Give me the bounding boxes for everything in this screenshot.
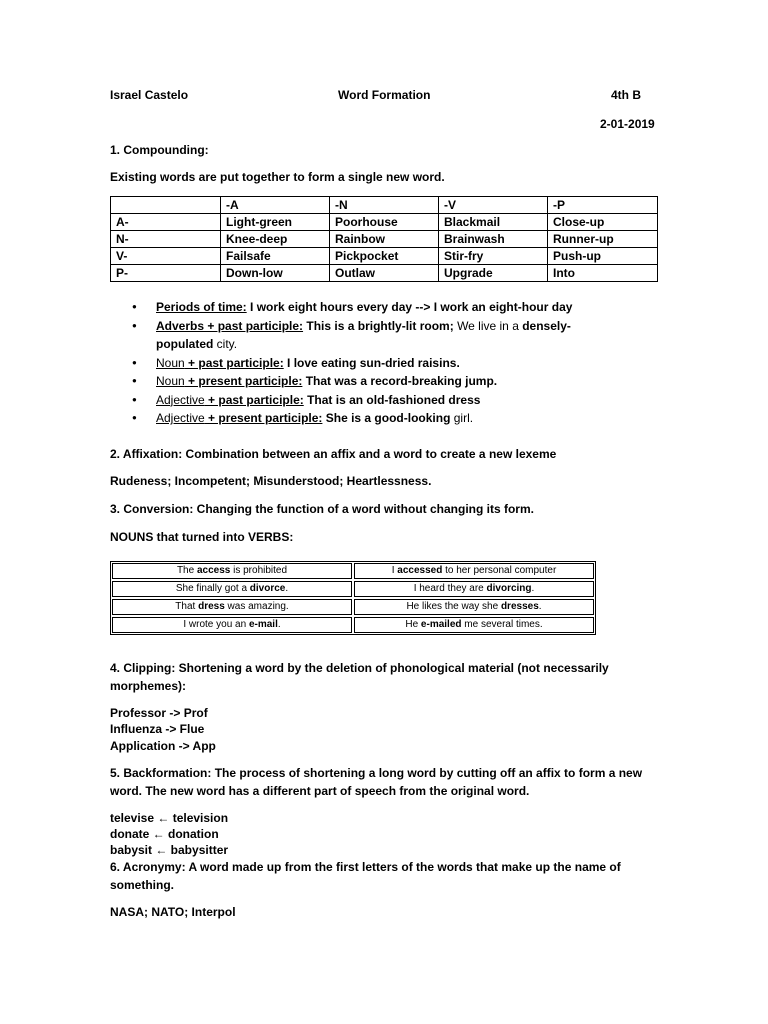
- cell-text: That: [175, 601, 199, 612]
- bullet-label: + past participle:: [184, 355, 284, 370]
- bullet-label: Adjective: [156, 392, 205, 407]
- cell-keyword: dress: [198, 601, 225, 612]
- table-cell: Failsafe: [221, 248, 330, 265]
- grade-label: 4th B: [611, 88, 641, 102]
- list-item: [110, 354, 590, 373]
- bullet-text: That is an old-fashioned dress: [303, 392, 481, 407]
- list-item: [110, 298, 590, 317]
- table-cell: -A: [221, 197, 330, 214]
- table-cell: Blackmail: [439, 214, 548, 231]
- bullet-label: + present participle:: [184, 374, 303, 388]
- table-cell: Outlaw: [330, 265, 439, 282]
- cell-text: is prohibited: [230, 565, 288, 576]
- table-row: [111, 214, 658, 231]
- cell-keyword: accessed: [397, 565, 443, 576]
- section-clipping-heading-line2: morphemes):: [110, 679, 187, 693]
- cell-text: I wrote you an: [183, 619, 249, 630]
- backformation-example: babysit ← babysitter: [110, 843, 229, 857]
- backformation-example: televise ← television: [110, 811, 229, 825]
- cell-text: .: [531, 583, 535, 594]
- table-cell: Stir-fry: [439, 248, 548, 265]
- table-row: [111, 598, 595, 616]
- section-compounding-heading: 1. Compounding:: [110, 143, 209, 157]
- compounding-bullet-list: [110, 298, 590, 428]
- cell-keyword: access: [196, 565, 231, 576]
- cell-keyword: divorcing: [486, 583, 532, 594]
- table-cell-noun: [112, 599, 352, 615]
- section-clipping-heading-line1: 4. Clipping: Shortening a word by the deletion of phonological material (not necessarily: [110, 661, 609, 675]
- author-name: Israel Castelo: [110, 88, 189, 102]
- bullet-text: densely-populated: [156, 318, 571, 351]
- clipping-example: Professor -> Prof: [110, 706, 208, 720]
- table-cell: N-: [111, 231, 221, 248]
- bullet-label: + past participle:: [204, 392, 304, 407]
- section-compounding-desc: Existing words are put together to form a single new word.: [110, 170, 445, 184]
- cell-text: .: [538, 601, 542, 612]
- table-cell-verb: [354, 581, 594, 597]
- bullet-label: Noun: [156, 355, 185, 370]
- bullet-text: city.: [213, 337, 238, 351]
- table-cell-verb: [354, 617, 594, 633]
- table-cell-noun: [112, 581, 352, 597]
- table-cell: Knee-deep: [221, 231, 330, 248]
- section-acronymy-heading-line1: 6. Acronymy: A word made up from the first letters of the words that make up the name of: [110, 860, 621, 874]
- table-cell: Down-low: [221, 265, 330, 282]
- bullet-text: We live in a: [457, 318, 523, 333]
- cell-text: me several times.: [461, 619, 543, 630]
- table-header-row: [111, 197, 658, 214]
- section-conversion-heading: 3. Conversion: Changing the function of a word without changing its form.: [110, 502, 534, 516]
- cell-keyword: e-mail: [248, 619, 278, 630]
- bullet-text: raisins.: [414, 355, 460, 370]
- bullet-label: Adverbs + past participle:: [156, 318, 304, 333]
- bullet-label: Noun: [156, 374, 185, 388]
- cell-text: He: [405, 619, 421, 630]
- table-cell: P-: [111, 265, 221, 282]
- table-cell: -N: [330, 197, 439, 214]
- document-date: 2-01-2019: [600, 117, 655, 131]
- list-item: [110, 409, 590, 428]
- table-cell: Brainwash: [439, 231, 548, 248]
- bullet-label: Adjective: [156, 411, 205, 425]
- table-row: [111, 616, 595, 634]
- compounding-table: [110, 196, 658, 282]
- table-row: [111, 231, 658, 248]
- table-cell: Pickpocket: [330, 248, 439, 265]
- backformation-example: donate ← donation: [110, 827, 219, 841]
- table-row: [111, 265, 658, 282]
- table-row: [111, 580, 595, 598]
- cell-text: I heard they are: [413, 583, 487, 594]
- bullet-text: sun-dried: [359, 355, 415, 370]
- cell-text: I: [391, 565, 398, 576]
- bullet-text: I work eight hours every day --> I work an eight-hour day: [246, 300, 573, 314]
- table-cell: A-: [111, 214, 221, 231]
- table-cell: Runner-up: [548, 231, 658, 248]
- table-row: [111, 562, 595, 580]
- acronymy-examples: NASA; NATO; Interpol: [110, 905, 236, 919]
- section-conversion-sub: NOUNS that turned into VERBS:: [110, 530, 294, 544]
- table-cell-noun: [112, 563, 352, 579]
- table-cell: V-: [111, 248, 221, 265]
- table-cell: Upgrade: [439, 265, 548, 282]
- cell-text: The: [176, 565, 197, 576]
- table-cell-verb: [354, 563, 594, 579]
- section-affixation-heading: 2. Affixation: Combination between an affix and a word to create a new lexeme: [110, 447, 557, 461]
- cell-keyword: divorce: [249, 583, 286, 594]
- bullet-text: This is a brightly-lit room;: [303, 318, 458, 333]
- bullet-text: girl.: [453, 411, 474, 425]
- cell-keyword: dresses: [500, 601, 539, 612]
- cell-text: He likes the way she: [406, 601, 501, 612]
- conversion-table: [110, 561, 596, 635]
- list-item: [110, 391, 590, 410]
- table-cell: -V: [439, 197, 548, 214]
- bullet-label: Periods of time:: [156, 300, 247, 314]
- section-backformation-heading-line2: word. The new word has a different part of speech from the original word.: [110, 784, 530, 798]
- section-backformation-heading-line1: 5. Backformation: The process of shortening a long word by cutting off an affix to form a new: [110, 766, 643, 780]
- document-title: Word Formation: [338, 88, 431, 102]
- clipping-example: Application -> App: [110, 739, 216, 753]
- table-cell: -P: [548, 197, 658, 214]
- list-item: [110, 317, 590, 354]
- bullet-text: She is a good-looking: [322, 411, 454, 425]
- table-cell: Close-up: [548, 214, 658, 231]
- table-cell-verb: [354, 599, 594, 615]
- table-row: [111, 248, 658, 265]
- cell-text: She finally got a: [175, 583, 250, 594]
- table-cell: Push-up: [548, 248, 658, 265]
- table-cell: Light-green: [221, 214, 330, 231]
- list-item: [110, 372, 590, 391]
- section-acronymy-heading-line2: something.: [110, 878, 175, 892]
- bullet-text: I love eating: [283, 355, 360, 370]
- cell-text: .: [277, 619, 281, 630]
- bullet-label: + present participle:: [204, 411, 323, 425]
- table-cell: [111, 197, 221, 214]
- cell-text: .: [285, 583, 289, 594]
- cell-text: to her personal computer: [442, 565, 557, 576]
- table-cell: Poorhouse: [330, 214, 439, 231]
- clipping-example: Influenza -> Flue: [110, 722, 205, 736]
- table-cell: Rainbow: [330, 231, 439, 248]
- table-cell: Into: [548, 265, 658, 282]
- bullet-text: That was a record-breaking jump.: [302, 374, 498, 388]
- cell-keyword: e-mailed: [420, 619, 462, 630]
- section-affixation-examples: Rudeness; Incompetent; Misunderstood; Heartlessness.: [110, 474, 432, 488]
- table-cell-noun: [112, 617, 352, 633]
- cell-text: was amazing.: [224, 601, 289, 612]
